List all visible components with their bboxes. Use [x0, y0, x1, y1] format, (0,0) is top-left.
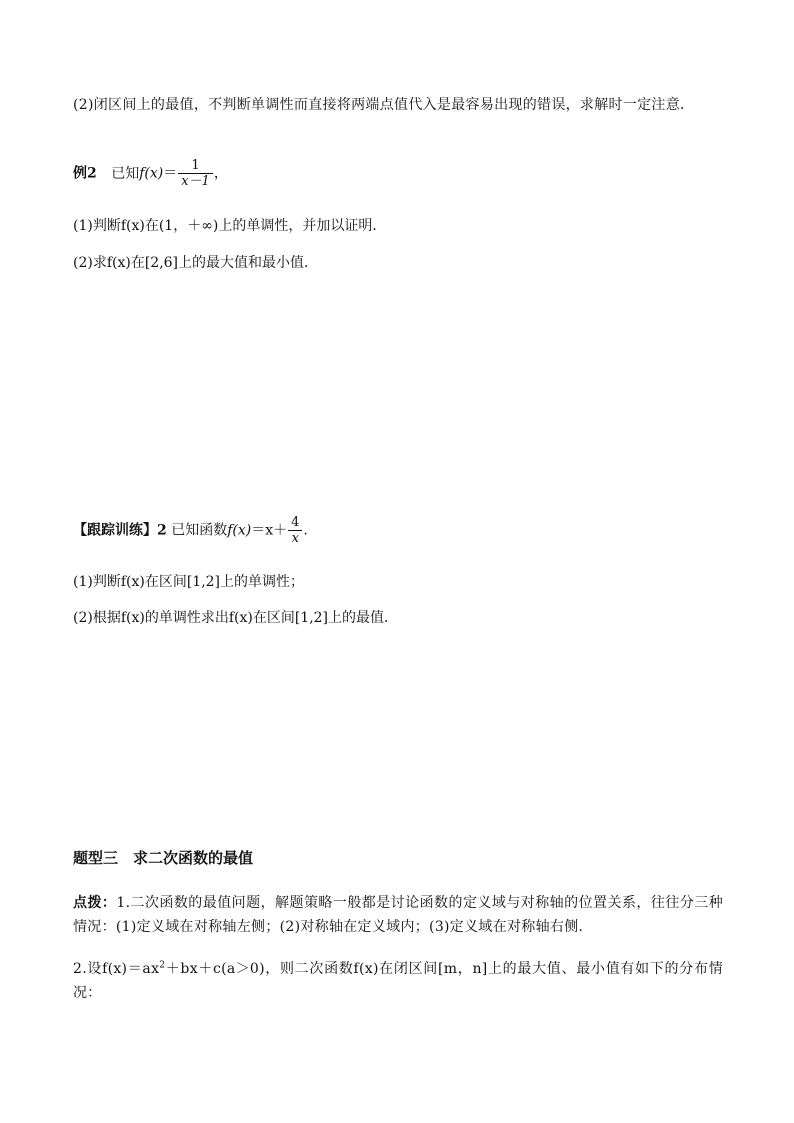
tips-p1-text: 1.二次函数的最值问题，解题策略一般都是讨论函数的定义域与对称轴的位置关系，往往分三种情况：(1)定义域在对称轴左侧；(2)对称轴在定义域内；(3)定义域在对称轴右侧．	[73, 895, 723, 935]
training-2-intro: 已知函数	[171, 522, 228, 539]
training-2-question-2	[73, 606, 723, 630]
section-3-title-text: 题型三 求二次函数的最值	[73, 849, 254, 867]
tips-paragraph-2	[73, 957, 723, 1005]
section-3-title	[73, 846, 723, 870]
note-text: (2)闭区间上的最值，不判断单调性而直接将两端点值代入是最容易出现的错误，求解时一定注意．	[73, 97, 695, 113]
tips-paragraph-1	[73, 891, 723, 939]
training-2-numerator: 4	[291, 515, 300, 530]
training-2-label: 【跟踪训练】2	[73, 522, 167, 539]
example-2-q1-text: (1)判断f(x)在(1，＋∞)上的单调性，并加以证明．	[73, 218, 387, 234]
training-2-question-1	[73, 570, 723, 594]
training-2-tail: .	[303, 522, 308, 539]
example-2-label: 例2	[73, 165, 97, 182]
example-2-question-1	[73, 214, 723, 238]
example-2-tail: ，	[213, 165, 228, 182]
tips-label: 点拨：	[73, 895, 117, 911]
training-2-fraction	[288, 515, 302, 546]
example-2-fraction	[178, 158, 213, 189]
tips-p2-pre: 2.设f(x)＝ax	[73, 961, 160, 977]
example-2-question-2	[73, 251, 723, 275]
note-paragraph	[73, 93, 723, 117]
tips-p2-post: ＋bx＋c(a＞0)，则二次函数f(x)在闭区间[m，n]上的最大值、最小值有如下的分布情况：	[73, 961, 723, 1001]
training-2-statement	[73, 515, 723, 546]
example-2-q2-text: (2)求f(x)在[2,6]上的最大值和最小值．	[73, 255, 319, 271]
example-2-intro: 已知	[111, 165, 140, 182]
training-2-denominator: x	[288, 530, 302, 546]
training-2-fx: f(x)	[227, 522, 252, 539]
example-2-equals: ＝	[163, 165, 178, 182]
example-2-denominator: x－1	[178, 173, 213, 189]
training-2-q2-text: (2)根据f(x)的单调性求出f(x)在区间[1,2]上的最值．	[73, 610, 399, 626]
training-2-q1-text: (1)判断f(x)在区间[1,2]上的单调性；	[73, 574, 305, 590]
example-2-statement	[73, 158, 723, 189]
example-2-numerator: 1	[191, 158, 200, 173]
example-2-fx: f(x)	[139, 165, 164, 182]
tips-p2-exponent: 2	[159, 960, 166, 971]
training-2-equals: ＝x＋	[251, 522, 288, 539]
